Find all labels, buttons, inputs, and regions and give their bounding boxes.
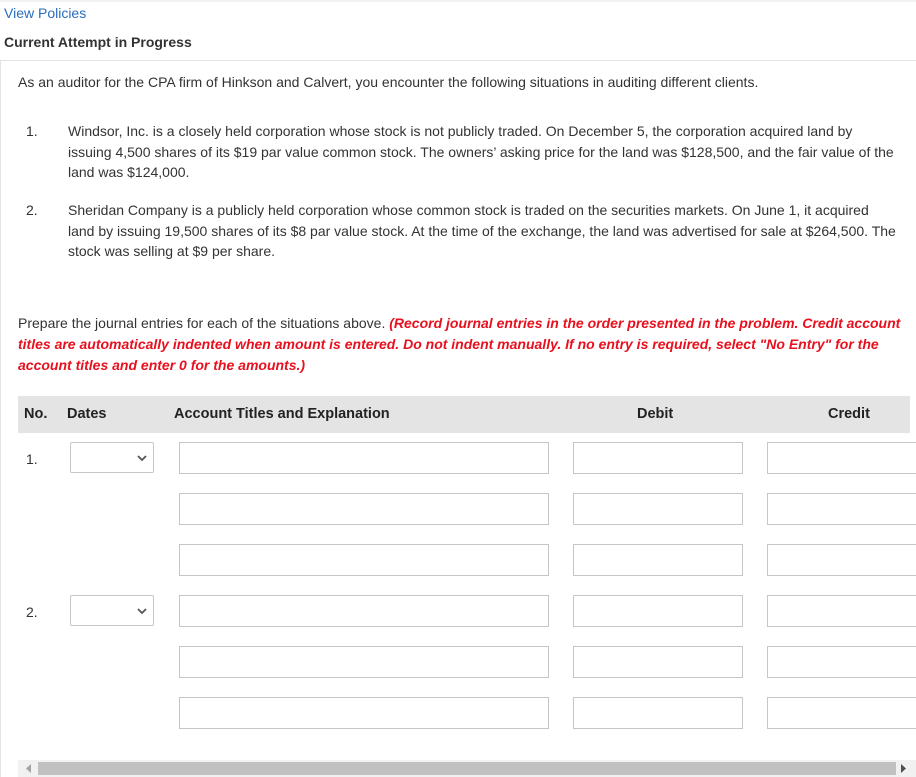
horizontal-scrollbar[interactable]: [18, 760, 916, 777]
debit-input[interactable]: [573, 595, 743, 627]
credit-input[interactable]: [767, 646, 916, 678]
credit-input[interactable]: [767, 442, 916, 474]
account-title-input[interactable]: [179, 646, 549, 678]
credit-input[interactable]: [767, 595, 916, 627]
account-title-input[interactable]: [179, 697, 549, 729]
caret-right-icon[interactable]: [898, 763, 908, 774]
account-title-input[interactable]: [179, 595, 549, 627]
caret-left-icon[interactable]: [24, 763, 34, 774]
prepare-text: Prepare the journal entries for each of the situations above.: [18, 315, 390, 331]
header-no: No.: [24, 406, 48, 422]
debit-input[interactable]: [573, 544, 743, 576]
header-dates: Dates: [67, 406, 107, 422]
debit-input[interactable]: [573, 646, 743, 678]
panel-left-border: [0, 60, 1, 777]
scrollbar-thumb[interactable]: [38, 762, 896, 775]
date-select[interactable]: [70, 595, 154, 626]
credit-input[interactable]: [767, 493, 916, 525]
credit-input[interactable]: [767, 697, 916, 729]
top-divider: [0, 0, 916, 2]
header-credit: Credit: [828, 406, 870, 422]
entry-number: 2.: [26, 604, 38, 620]
situation-text: Windsor, Inc. is a closely held corporation whose stock is not publicly traded. On December 5, the corporation acquired land by issuing 4,500 shares of its $19 par value common stock. The owners’ asking price for the land was $128,500, and the fair value of the land was $124,000.: [68, 123, 894, 180]
problem-intro: As an auditor for the CPA firm of Hinkson and Calvert, you encounter the following situations in auditing different clients.: [18, 74, 759, 90]
entry-number: 1.: [26, 451, 38, 467]
entry-instructions: (Record journal entries in the order presented in the problem. Credit account titles are automatically indented when amount is entered. Do not indent manually. If no entry is required, select "No Entry" for the account titles and enter 0 for the amounts.): [18, 315, 901, 373]
situation-text: Sheridan Company is a publicly held corporation whose common stock is traded on the securities markets. On June 1, it acquired land by issuing 19,500 shares of its $8 par value stock. At the time of the exchange, the land was advertised for sale at $264,500. The stock was selling at $9 per share.: [68, 202, 896, 259]
account-title-input[interactable]: [179, 493, 549, 525]
panel-top-border: [0, 60, 916, 61]
chevron-down-icon: [137, 607, 147, 615]
account-title-input[interactable]: [179, 544, 549, 576]
prepare-instructions: [18, 313, 913, 376]
attempt-status: Current Attempt in Progress: [4, 34, 192, 50]
journal-table-header: [18, 396, 910, 433]
credit-input[interactable]: [767, 544, 916, 576]
debit-input[interactable]: [573, 697, 743, 729]
view-policies-link[interactable]: View Policies: [4, 5, 87, 21]
debit-input[interactable]: [573, 493, 743, 525]
header-debit: Debit: [637, 406, 674, 422]
header-account: Account Titles and Explanation: [174, 406, 390, 422]
situation-number: 1.: [26, 123, 38, 139]
date-select[interactable]: [70, 442, 154, 473]
chevron-down-icon: [137, 454, 147, 462]
debit-input[interactable]: [573, 442, 743, 474]
account-title-input[interactable]: [179, 442, 549, 474]
situation-number: 2.: [26, 202, 38, 218]
